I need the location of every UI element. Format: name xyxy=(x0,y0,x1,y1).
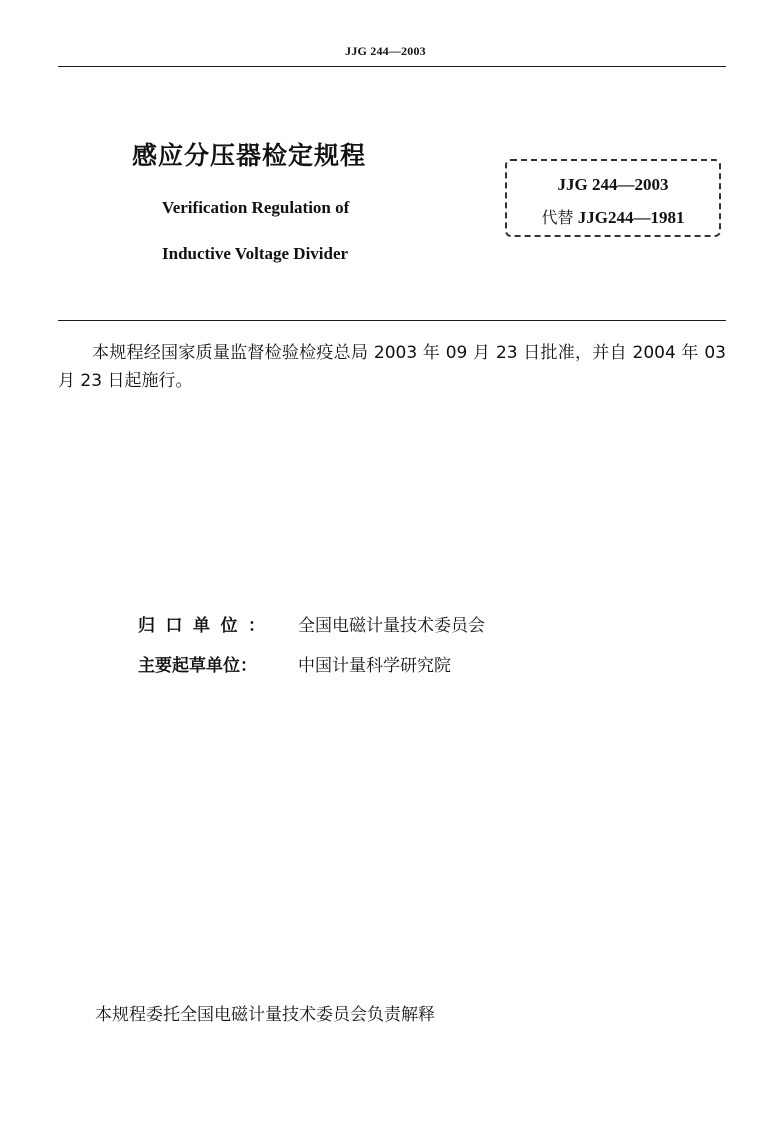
standard-code: JJG 244—2003 xyxy=(557,175,669,194)
running-header: JJG 244—2003 xyxy=(345,44,426,58)
title-rule xyxy=(58,320,726,321)
unit-row-responsible xyxy=(138,611,485,636)
interpretation-note: 本规程委托全国电磁计量技术委员会负责解释 xyxy=(95,1005,435,1025)
replaces-code: JJG244—1981 xyxy=(577,208,685,227)
unit-label: 归口单位： xyxy=(138,616,276,636)
header-rule xyxy=(58,66,726,67)
unit-value: 全国电磁计量技术委员会 xyxy=(298,616,485,636)
replaces-label: 代替 xyxy=(541,208,574,227)
unit-row-drafting xyxy=(138,651,451,676)
unit-value: 中国计量科学研究院 xyxy=(298,656,451,676)
document-title-cn: 感应分压器检定规程 xyxy=(132,141,367,170)
replaces-line xyxy=(507,205,719,228)
standard-code-box xyxy=(505,159,721,237)
approval-paragraph: 本规程经国家质量监督检验检疫总局 2003 年 09 月 23 日批准，并自 2004 年 03 月 23 日起施行。 xyxy=(58,343,726,391)
unit-label: 主要起草单位： xyxy=(138,656,257,676)
document-title-en-line2: Inductive Voltage Divider xyxy=(162,244,349,263)
document-title-en-line1: Verification Regulation of xyxy=(162,198,350,217)
